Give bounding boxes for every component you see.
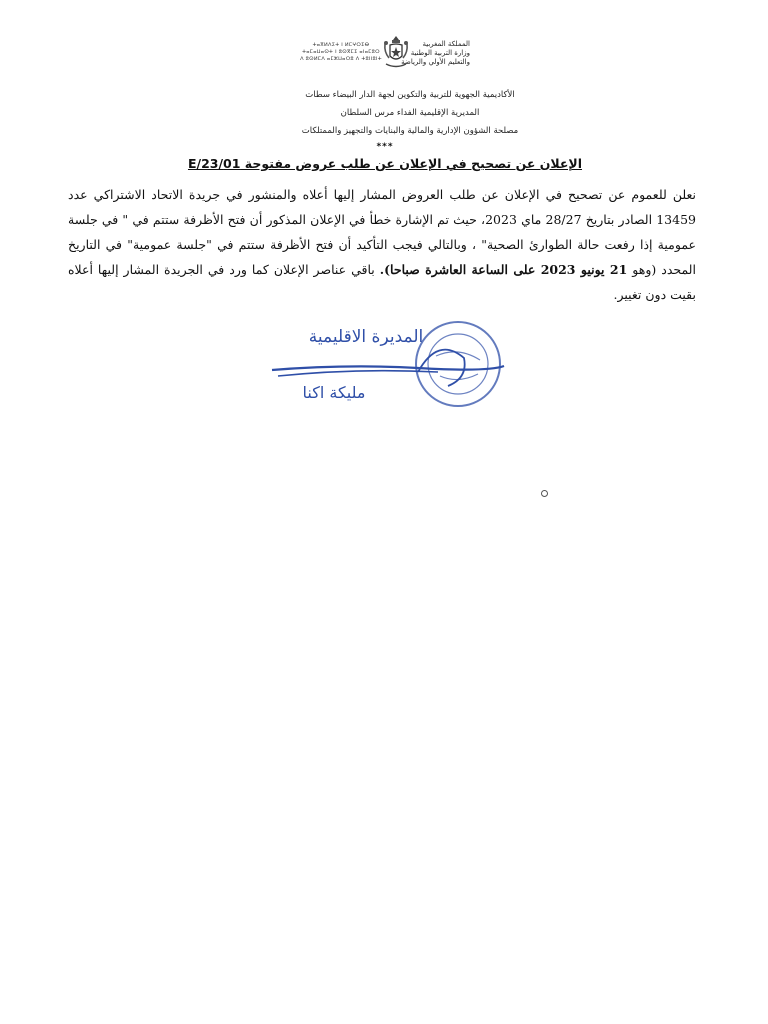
arabic-line: وزارة التربية الوطنية <box>410 49 470 57</box>
stamp-name: مليكة اكنا <box>302 383 366 402</box>
directorate-line: المديرية الإقليمية الفداء مرس السلطان <box>340 108 480 118</box>
tifinagh-line: ⵜⴰⴳⵍⴷⵉⵜ ⵏ ⵍⵎⵖⵔⵉⴱ <box>312 42 370 48</box>
separator: *** <box>376 142 394 152</box>
arabic-line: والتعليم الأولي والرياضة <box>401 58 470 66</box>
stamp-title: المديرة الاقليمية <box>308 327 424 347</box>
body-bold-date: 21 يونيو 2023 على الساعة العاشرة صباحا). <box>379 262 628 277</box>
institution-lines <box>200 86 620 140</box>
body-part-2: باقي عناصر الإعلان كما ورد في الجريدة المشار إليها أعلاه بقيت دون تغيير. <box>68 262 696 302</box>
letterhead-arabic <box>398 40 470 67</box>
official-stamp-signature <box>268 316 508 416</box>
body-part-1: نعلن للعموم عن تصحيح في الإعلان عن طلب العروض المشار إليها أعلاه والمنشور في جريدة الاتحاد الاشتراكي عدد 13459 الصادر بتاريخ 28/27 ماي 2023، حيث تم الإشارة خطأ في الإعلان المذكور أن فتح الأظرفة ستتم في " في جلسة عمومية إذا رفعت حالة الطوارئ الصحية" ، وبالتالي فيجب التأكيد أن فتح الأظرفة ستتم في "جلسة عمومية" في التاريخ المحدد (وهو <box>68 187 696 277</box>
notice-title: الإعلان عن تصحيح في الإعلان عن طلب عروض مفتوحة 01/E/23 <box>187 156 583 171</box>
service-line: مصلحة الشؤون الإدارية والمالية والبنايات والتجهيز والممتلكات <box>301 126 519 136</box>
tifinagh-line: ⵜⴰⵎⴰⵡⴰⵙⵜ ⵏ ⵓⵙⴳⵎⵉ ⴰⵏⴰⵎⵓⵔ <box>302 49 380 55</box>
arabic-line: المملكة المغربية <box>422 40 470 48</box>
letterhead <box>300 34 470 86</box>
tifinagh-line: ⴷ ⵓⵙⵍⵎⴷ ⴰⵎⵣⵡⴰⵔⵓ ⴷ ⵜⵓⵏⵏⵓⵏⵜ <box>300 56 382 62</box>
notice-body <box>68 182 696 307</box>
scan-artifact-dot <box>541 490 548 497</box>
academy-line: الأكاديمية الجهوية للتربية والتكوين لجهة الدار البيضاء سطات <box>305 90 515 100</box>
letterhead-tifinagh <box>300 42 382 63</box>
